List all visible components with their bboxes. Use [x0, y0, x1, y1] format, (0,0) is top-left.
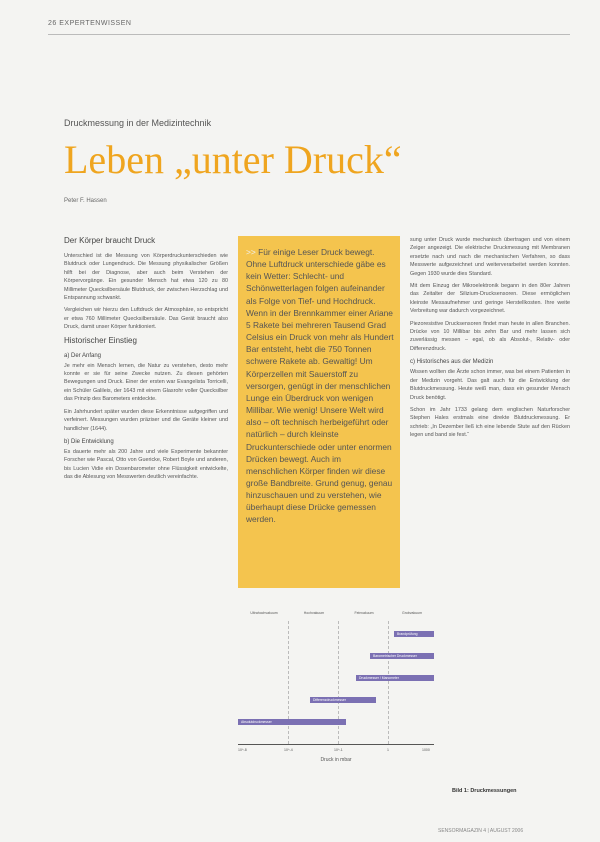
x-tick: 1000 — [422, 748, 430, 752]
kicker: Druckmessung in der Medizintechnik — [64, 118, 212, 128]
x-tick: 10^-1 — [334, 748, 343, 752]
page-footer: SENSORMAGAZIN 4 | AUGUST 2006 — [438, 828, 524, 834]
pull-quote-box — [238, 236, 400, 588]
gridline — [388, 621, 389, 744]
section-heading: Historischer Einstieg — [64, 335, 137, 345]
paragraph: Unterschied ist die Messung von Körperdruckunterschieden wie Blutdruck oder Lungendruck. Die Messung physikalischer Größen hilft bei der Diagnose, aber auch beim Verstehen der Körpervorgänge. Ein gesunder Mensch hat etwa 120 zu 80 Millimeter Quecksilbersäule Blutdruck, der zwischen Herzschlag und Entspannung schwankt. — [64, 253, 228, 302]
quote-text: Für einige Leser Druck bewegt. Ohne Luftdruck unterschiede gäbe es kein Wetter: Schlecht- und Schönwetterlagen folgen aufeinander als Folge von Tief- und Hochdruck. Wenn in der Brennkammer einer Ariane 5 Rakete bei mehreren Tausend Grad Celsius ein Druck von mehr als Hundert Bar entsteht, hebt die 750 Tonnen schwere Rakete ab. Gewaltig! Um Körperzellen mit Sauerstoff zu versorgen, genügt in der menschlichen Lunge ein Überdruck von wenigen Millibar. Wie wenig! Unsere Welt wird also – oft technisch herbeigeführt oder natürlich – durch kleinste Druckunterschiede oder unter enormen Drücken bewegt. Auch im menschlichen Körper finden wir diese große Bandbreite. Grund genug, genau hinzuschauen und zu verstehen, wie überhaupt diese Drücke gemessen werden. — [246, 247, 394, 525]
x-axis — [238, 744, 434, 745]
range-bar: Barometrischer Druckmesser — [370, 653, 434, 659]
figure-caption: Bild 1: Druckmessungen — [452, 788, 517, 794]
x-axis-label: Druck in mbar — [320, 757, 352, 763]
paragraph: Schon im Jahr 1733 gelang dem englischen Naturforscher Stephen Hales erstmals eine direkte Blutdruckmessung. Er schrieb: „In Dezember ließ ich eine lebende Stute auf den Rücken legen und band sie fest.“ — [410, 406, 570, 439]
figure-band-head: Hochvakuum — [303, 611, 325, 615]
x-tick: 1 — [387, 748, 389, 752]
paragraph: Je mehr ein Mensch lernen, die Natur zu verstehen, desto mehr konnte er sie für seine Zwecke nutzen. Zu diesen gehörten Bewegungen und Druck. Einer der ersten war Evangelista Torricelli, ein Schüler Galileis, der 1643 mit einem Glasrohr voller Quecksilber das Prinzip des Barometers entdeckte. — [64, 362, 228, 403]
figure-band-head: Feinvakuum — [354, 611, 374, 615]
figure-band-head: Grobvakuum — [401, 611, 423, 615]
figure-band-head: Ultrahochvakuum — [250, 611, 278, 615]
gridline — [338, 621, 339, 744]
section-heading: Der Körper braucht Druck — [64, 236, 156, 245]
author: Peter F. Hassen — [64, 198, 107, 204]
pressure-range-figure — [238, 611, 438, 811]
column-3 — [410, 236, 570, 444]
paragraph: Wissen wollten die Ärzte schon immer, was bei einem Patienten in der Medizin vorgeht. Das galt auch für die Entwicklung der Blutdruckmessung. Heute weiß man, dass ein gesunder Mensch Druck benötigt. — [410, 369, 570, 401]
paragraph: Piezoresistive Drucksensoren findet man heute in allen Branchen. Drücke von 10 Millibar bis zehn Bar und mehr lassen sich zuverlässig messen – egal, ob als Absolut-, Relativ- oder Differenzdruck. — [410, 320, 570, 352]
range-bar: Druckmesser / Manometer — [356, 675, 434, 681]
range-bar: Absolutdruckmesser — [238, 719, 346, 725]
gridline — [288, 621, 289, 744]
x-tick: 10^-4 — [284, 748, 293, 752]
subheading: b) Die Entwicklung — [64, 438, 114, 445]
page-header: 26 EXPERTENWISSEN — [48, 20, 132, 27]
paragraph: Mit dem Einzug der Mikroelektronik begann in den 80er Jahren das Zeitalter der Silizium-Drucksensoren. Diese ermöglichen kleinste Messaufnehmer und geringe Herstellkosten. Ihre weite Verbreitung war dadurch vorgezeichnet. — [410, 283, 570, 315]
paragraph: Es dauerte mehr als 200 Jahre und viele Experimente bekannter Forscher wie Pascal, Otto von Guericke, Robert Boyle und anderen, bis Lucien Vidie ein Dosenbarometer ohne Flüssigkeit entwickelte, das die Ablesung von Messwerten deutlich vereinfachte. — [64, 448, 228, 481]
paragraph: sung unter Druck wurde mechanisch übertragen und von einem Zeiger angezeigt. Die elektrische Druckmessung mit Membranen ersetzte nach und nach die mechanischen Verfahren, so dass Messwerte aufgezeichnet und weiterverarbeitet werden konnten. Gegen 1930 wurde dies Standard. — [410, 237, 570, 277]
range-bar: Brandprüfung — [394, 631, 434, 637]
range-bar: Differenzdruckmesser — [310, 697, 376, 703]
column-1 — [64, 236, 228, 486]
paragraph: Vergleichen wir hierzu den Luftdruck der Atmosphäre, so entspricht er etwa 760 Millimeter Quecksilbersäule. Das Gerät braucht also Druck, damit unser Körper funktioniert. — [64, 307, 228, 331]
article-title: Leben „unter Druck“ — [64, 137, 402, 182]
header-rule — [48, 34, 570, 35]
x-tick: 10^-8 — [238, 748, 247, 752]
subheading: c) Historisches aus der Medizin — [410, 359, 494, 366]
subheading: a) Der Anfang — [64, 352, 102, 359]
paragraph: Ein Jahrhundert später wurden diese Erkenntnisse aufgegriffen und verfeinert. Messungen wurden präziser und die Geräte kleiner und handlicher (1644). — [64, 408, 228, 432]
quote-arrows: >> — [246, 247, 256, 257]
